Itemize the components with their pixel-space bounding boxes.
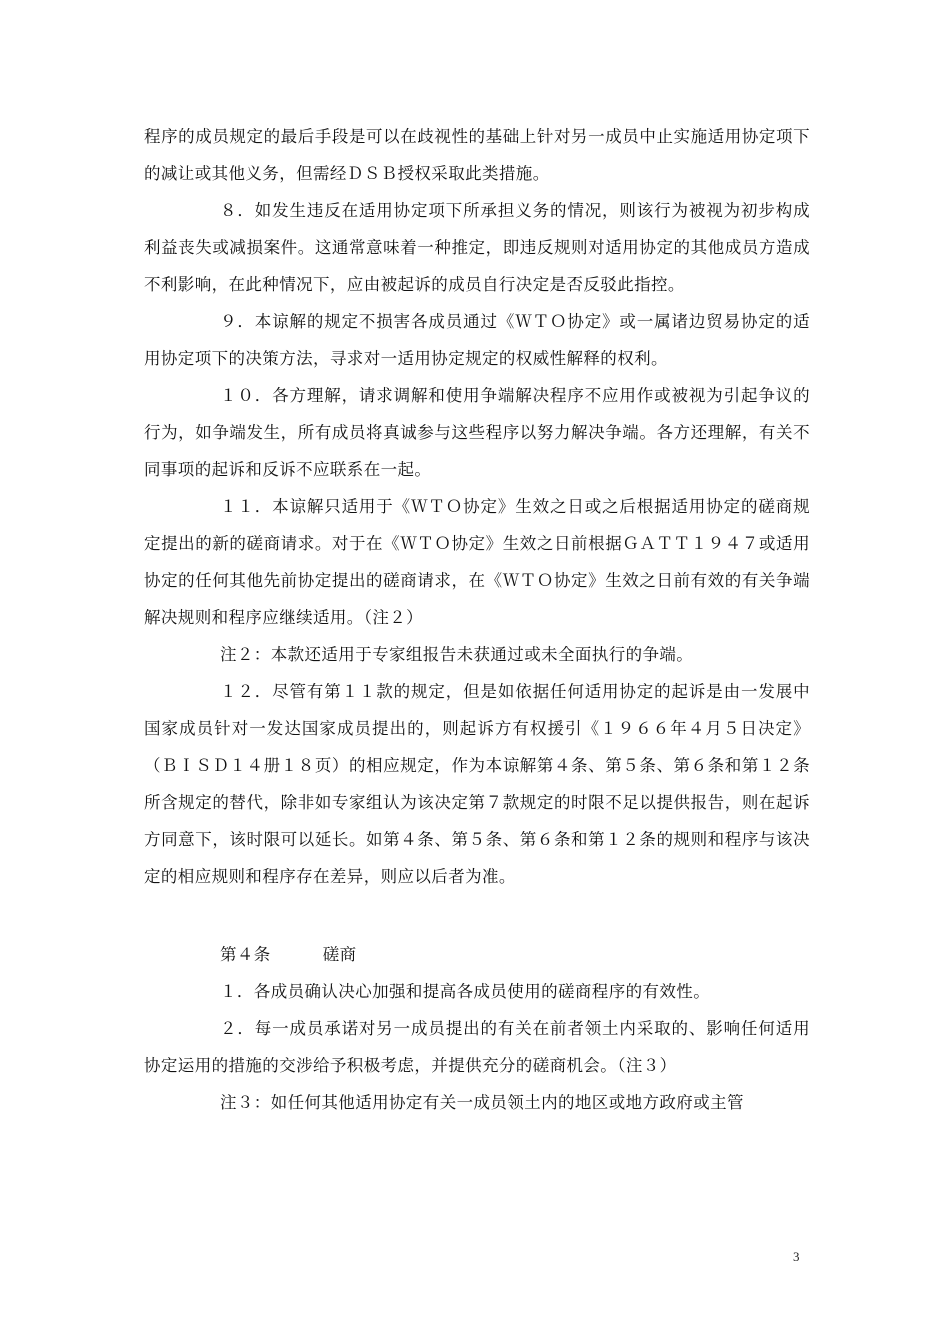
paragraph-section4-2: ２．每一成员承诺对另一成员提出的有关在前者领土内采取的、影响任何适用协定运用的措施的交涉给予积极考虑，并提供充分的磋商机会。（注３）: [144, 1019, 810, 1075]
document-body: [144, 118, 810, 1121]
paragraph-article-10: １０．各方理解，请求调解和使用争端解决程序不应用作或被视为引起争议的行为，如争端发生，所有成员将真诚参与这些程序以努力解决争端。各方还理解，有关不同事项的起诉和反诉不应联系在一起。: [144, 386, 810, 479]
paragraph-article-8: ８．如发生违反在适用协定项下所承担义务的情况，则该行为被视为初步构成利益丧失或减损案件。这通常意味着一种推定，即违反规则对适用协定的其他成员方造成不利影响，在此种情况下，应由被起诉的成员自行决定是否反驳此指控。: [144, 201, 810, 294]
page-number: 3: [793, 1249, 800, 1264]
section-number: 第４条: [220, 945, 271, 964]
section-heading: [144, 936, 810, 973]
paragraph-article-9: ９．本谅解的规定不损害各成员通过《ＷＴＯ协定》或一属诸边贸易协定的适用协定项下的决策方法，寻求对一适用协定规定的权威性解释的权利。: [144, 312, 810, 368]
footnote-3: 注３：如任何其他适用协定有关一成员领土内的地区或地方政府或主管: [220, 1093, 744, 1112]
paragraph-section4-1: １．各成员确认决心加强和提高各成员使用的磋商程序的有效性。: [220, 982, 711, 1001]
section-title: 磋商: [322, 945, 357, 964]
paragraph-article-11: １１．本谅解只适用于《ＷＴＯ协定》生效之日或之后根据适用协定的磋商规定提出的新的磋商请求。对于在《ＷＴＯ协定》生效之日前根据ＧＡＴＴ１９４７或适用协定的任何其他先前协定提出的磋商请求，在《ＷＴＯ协定》生效之日前有效的有关争端解决规则和程序应继续适用。（注２）: [144, 497, 810, 627]
paragraph-continuation: 程序的成员规定的最后手段是可以在歧视性的基础上针对另一成员中止实施适用协定项下的减让或其他义务，但需经ＤＳＢ授权采取此类措施。: [144, 127, 810, 183]
paragraph-article-12: １２．尽管有第１１款的规定，但是如依据任何适用协定的起诉是由一发展中国家成员针对一发达国家成员提出的，则起诉方有权援引《１９６６年４月５日决定》（ＢＩＳＤ１４册１８页）的相应规定，作为本谅解第４条、第５条、第６条和第１２条所含规定的替代，除非如专家组认为该决定第７款规定的时限不足以提供报告，则在起诉方同意下，该时限可以延长。如第４条、第５条、第６条和第１２条的规则和程序与该决定的相应规则和程序存在差异，则应以后者为准。: [144, 682, 810, 886]
footnote-2: 注２：本款还适用于专家组报告未获通过或未全面执行的争端。: [220, 645, 694, 664]
